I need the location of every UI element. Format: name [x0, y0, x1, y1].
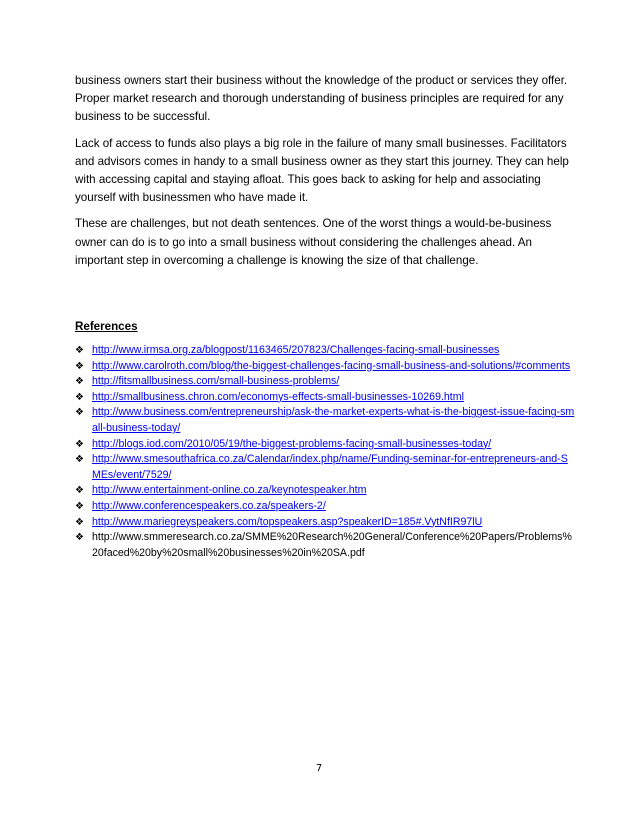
- diamond-bullet-icon: ❖: [75, 376, 84, 388]
- diamond-bullet-icon: ❖: [75, 485, 84, 497]
- diamond-bullet-icon: ❖: [75, 391, 84, 403]
- reference-item: [75, 499, 575, 515]
- reference-item: [75, 390, 575, 406]
- reference-link[interactable]: http://www.business.com/entrepreneurship/ask-the-market-experts-what-is-the-biggest-issue-facing-small-business-today/: [92, 406, 575, 434]
- diamond-bullet-icon: ❖: [75, 438, 84, 450]
- references-heading: References: [75, 320, 138, 333]
- body-text: [75, 72, 570, 278]
- reference-link[interactable]: http://www.smesouthafrica.co.za/Calendar/index.php/name/Funding-seminar-for-entrepreneurs-and-SMEs/event/7529/: [92, 453, 568, 481]
- diamond-bullet-icon: ❖: [75, 360, 84, 372]
- references-list: [75, 343, 575, 561]
- reference-link[interactable]: http://blogs.iod.com/2010/05/19/the-biggest-problems-facing-small-businesses-today/: [92, 437, 492, 450]
- reference-link[interactable]: http://www.carolroth.com/blog/the-biggest-challenges-facing-small-business-and-solutions/#comments: [92, 359, 571, 372]
- reference-link[interactable]: http://fitsmallbusiness.com/small-business-problems/: [92, 375, 340, 388]
- reference-item: [75, 374, 575, 390]
- diamond-bullet-icon: ❖: [75, 532, 84, 544]
- reference-link[interactable]: http://www.conferencespeakers.co.za/speakers-2/: [92, 499, 326, 512]
- reference-link[interactable]: http://www.irmsa.org.za/blogpost/1163465/207823/Challenges-facing-small-businesses: [92, 344, 500, 356]
- diamond-bullet-icon: ❖: [75, 407, 84, 419]
- reference-item: [75, 530, 575, 561]
- reference-link[interactable]: http://smallbusiness.chron.com/economys-effects-small-businesses-10269.html: [92, 390, 464, 403]
- diamond-bullet-icon: ❖: [75, 454, 84, 466]
- paragraph-access-to-funds: Lack of access to funds also plays a big role in the failure of many small businesses. Facilitators and advisors comes in handy to a small business owner as they start this journey. They can help with accessing capital and staying afloat. This goes back to asking for help and associating yourself with businessmen who have made it.: [75, 136, 569, 205]
- reference-item: [75, 515, 575, 531]
- reference-item: [75, 359, 575, 375]
- reference-link[interactable]: http://www.mariegreyspeakers.com/topspeakers.asp?speakerID=185#.VytNfIR97lU: [92, 515, 483, 528]
- reference-item: [75, 405, 575, 436]
- page-number: 7: [315, 763, 323, 774]
- diamond-bullet-icon: ❖: [75, 500, 84, 512]
- reference-item: [75, 452, 575, 483]
- paragraph-market-research: business owners start their business without the knowledge of the product or services they offer. Proper market research and thorough understanding of business principles are required for any business to be successful.: [75, 74, 568, 124]
- reference-item: [75, 437, 575, 453]
- reference-item: [75, 343, 575, 359]
- diamond-bullet-icon: ❖: [75, 516, 84, 528]
- reference-link[interactable]: http://www.entertainment-online.co.za/keynotespeaker.htm: [92, 484, 367, 497]
- paragraph-challenges: These are challenges, but not death sentences. One of the worst things a would-be-business owner can do is to go into a small business without considering the challenges ahead. An important step in overcoming a challenge is knowing the size of that challenge.: [75, 217, 552, 267]
- reference-text: http://www.smmeresearch.co.za/SMME%20Research%20General/Conference%20Papers/Problems%20faced%20by%20small%20businesses%20in%20SA.pdf: [92, 531, 572, 559]
- diamond-bullet-icon: ❖: [75, 345, 84, 356]
- reference-item: [75, 483, 575, 499]
